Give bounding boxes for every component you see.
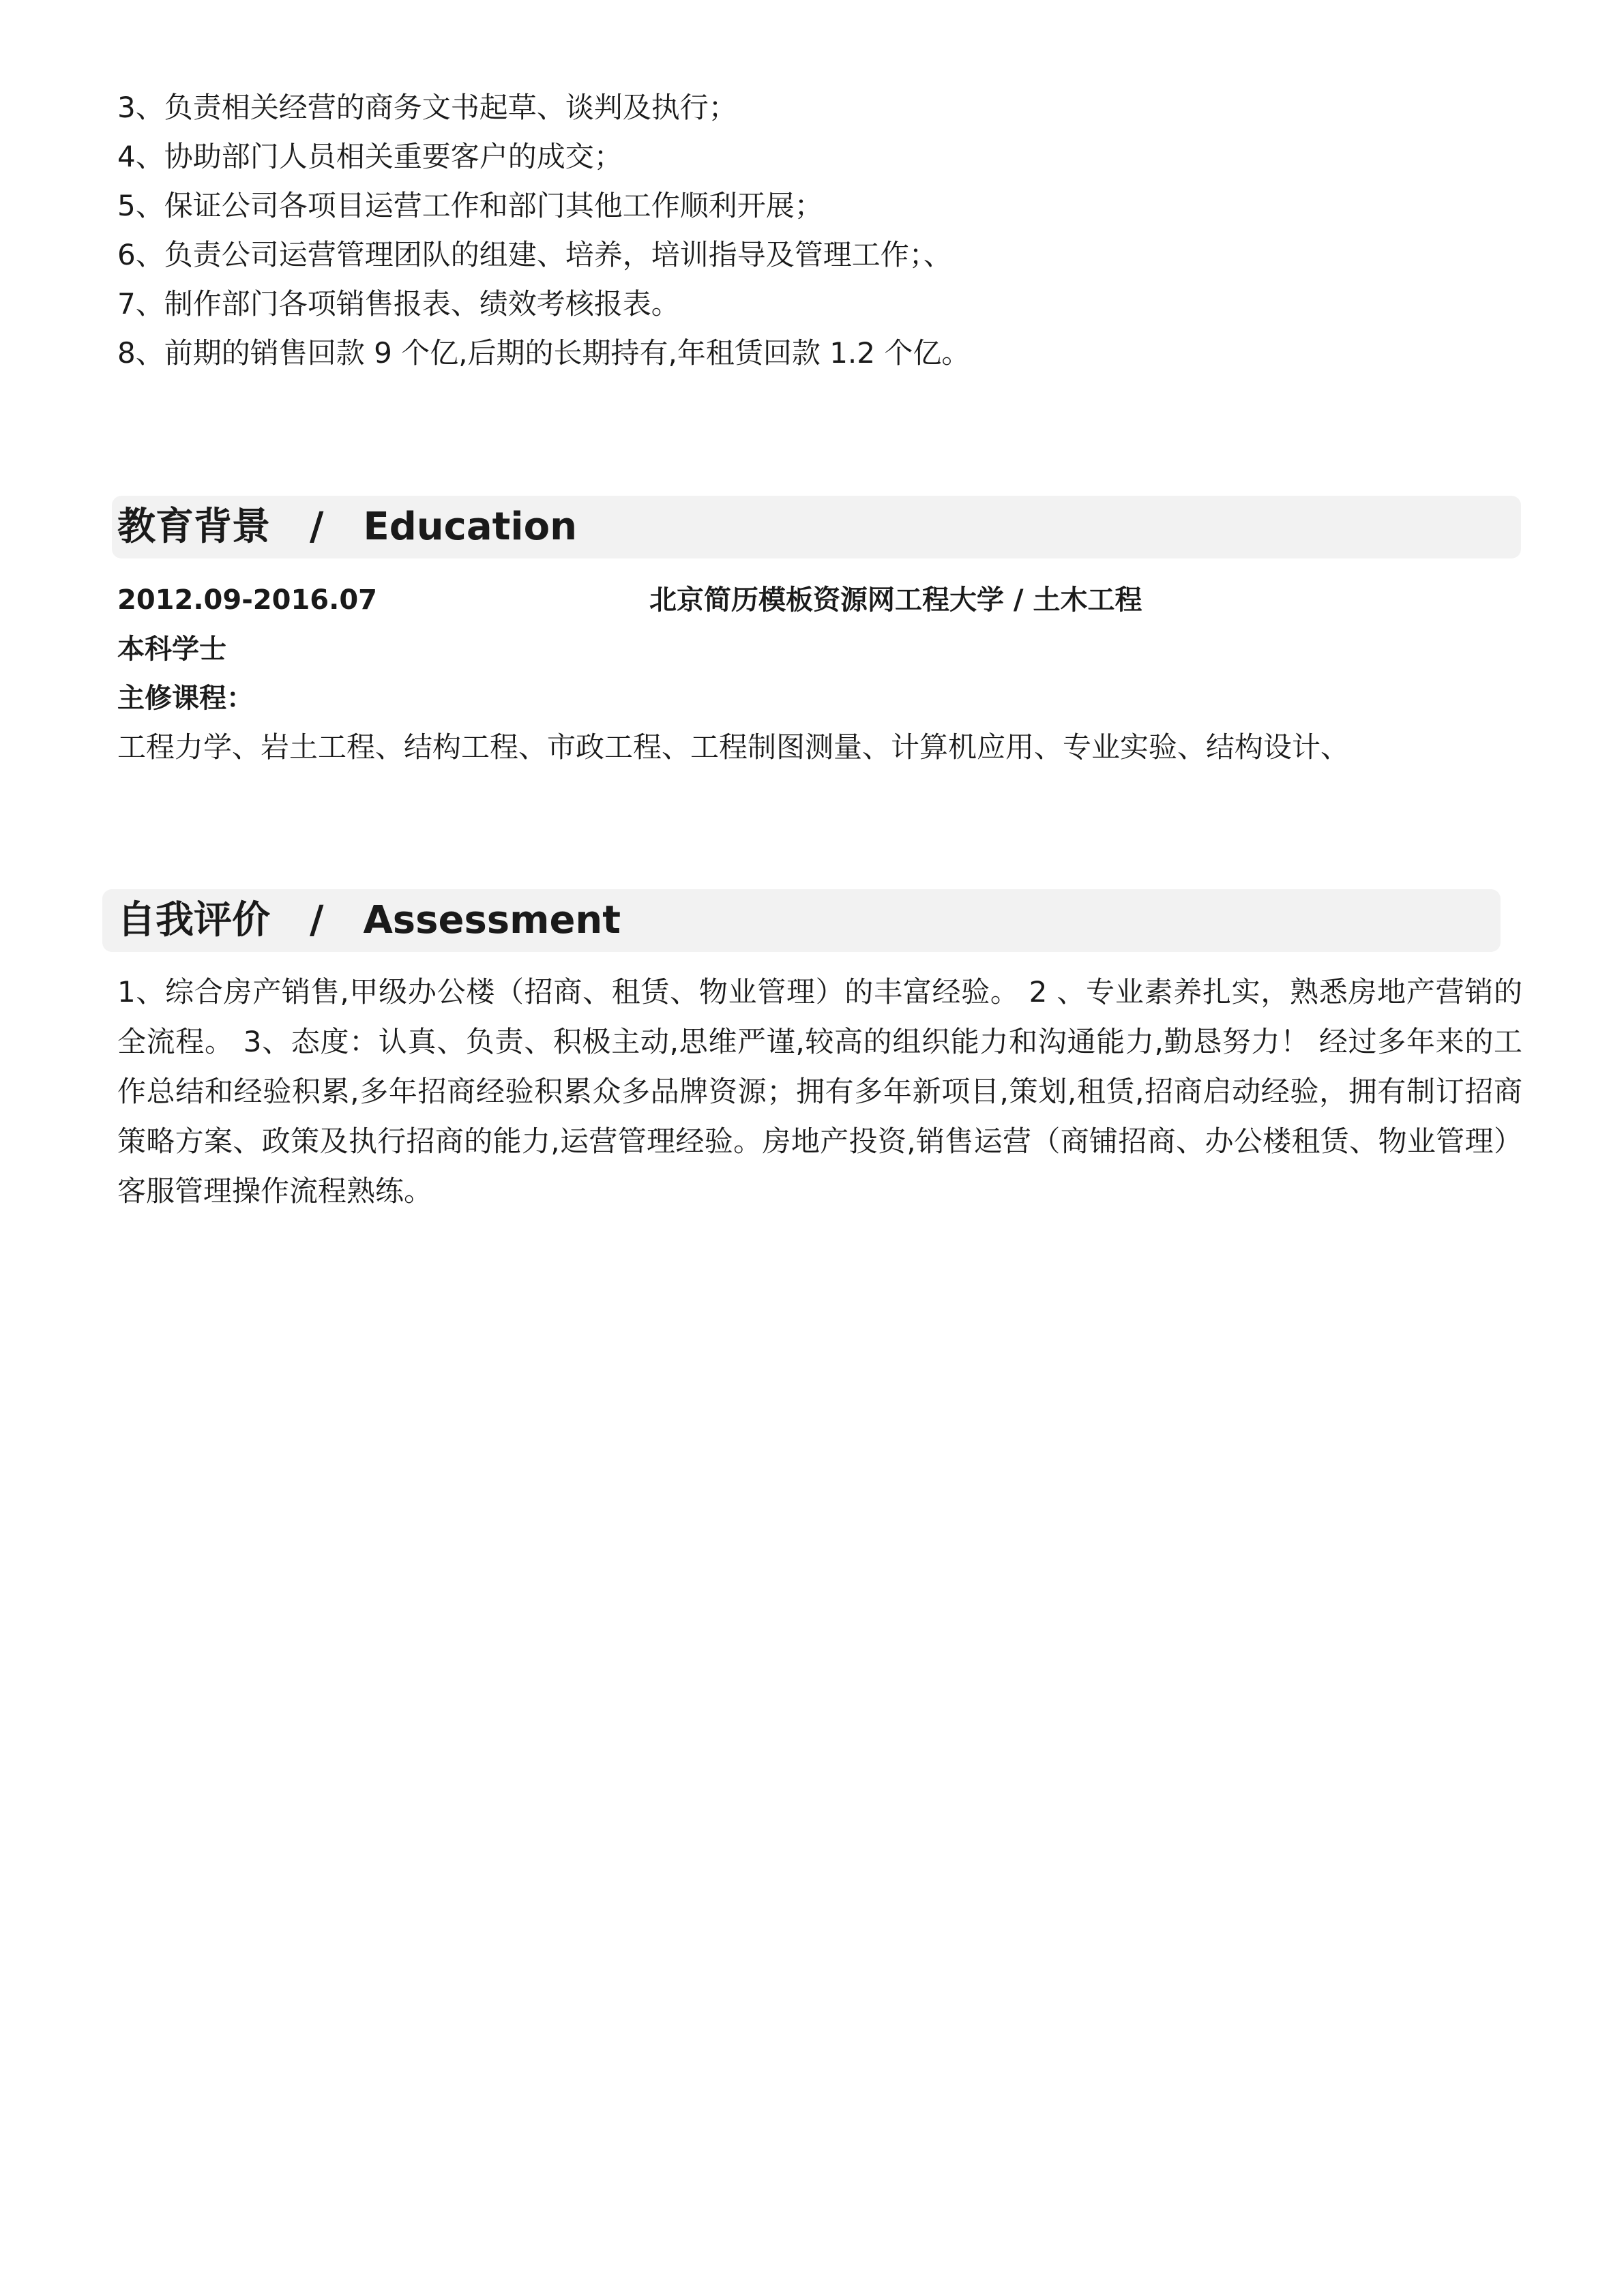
work-item-8: 8、前期的销售回款 9 个亿,后期的长期持有,年租赁回款 1.2 个亿。 (117, 336, 971, 370)
education-courses-label: 主修课程： (117, 683, 254, 714)
education-title-cn: 教育背景 (117, 505, 270, 549)
education-title-separator: / (310, 505, 324, 549)
work-item-4: 4、协助部门人员相关重要客户的成交； (117, 140, 623, 173)
education-title-en: Education (363, 505, 577, 549)
assessment-section-title (117, 889, 621, 952)
work-item-5: 5、保证公司各项目运营工作和部门其他工作顺利开展； (117, 189, 823, 222)
assessment-title-en: Assessment (363, 898, 621, 942)
education-school-major: 北京简历模板资源网工程大学 / 土木工程 (649, 584, 1142, 616)
work-item-3: 3、负责相关经营的商务文书起草、谈判及执行； (117, 91, 737, 124)
assessment-text: 1、综合房产销售,甲级办公楼（招商、租赁、物业管理）的丰富经验。 2 、专业素养扎实，熟悉房地产营销的全流程。 3、态度：认真、负责、积极主动,思维严谨,较高的组织能力和沟通能力,勤恳努力！ 经过多年来的工作总结和经验积累,多年招商经验积累众多品牌资源；拥有多年新项目,策划,租赁,招商启动经验，拥有制订招商策略方案、政策及执行招商的能力,运营管理经验。房地产投资,销售运营（商铺招商、办公楼租赁、物业管理）客服管理操作流程熟练。 (117, 975, 1522, 1208)
education-courses: 工程力学、岩土工程、结构工程、市政工程、工程制图测量、计算机应用、专业实验、结构设计、 (117, 730, 1350, 764)
work-item-6: 6、负责公司运营管理团队的组建、培养，培训指导及管理工作；、 (117, 238, 952, 271)
education-period: 2012.09-2016.07 (117, 584, 377, 616)
work-item-7: 7、制作部门各项销售报表、绩效考核报表。 (117, 287, 680, 320)
education-section-title (117, 496, 577, 558)
assessment-title-cn: 自我评价 (117, 898, 270, 942)
assessment-title-separator: / (310, 898, 324, 942)
education-degree: 本科学士 (117, 633, 226, 665)
